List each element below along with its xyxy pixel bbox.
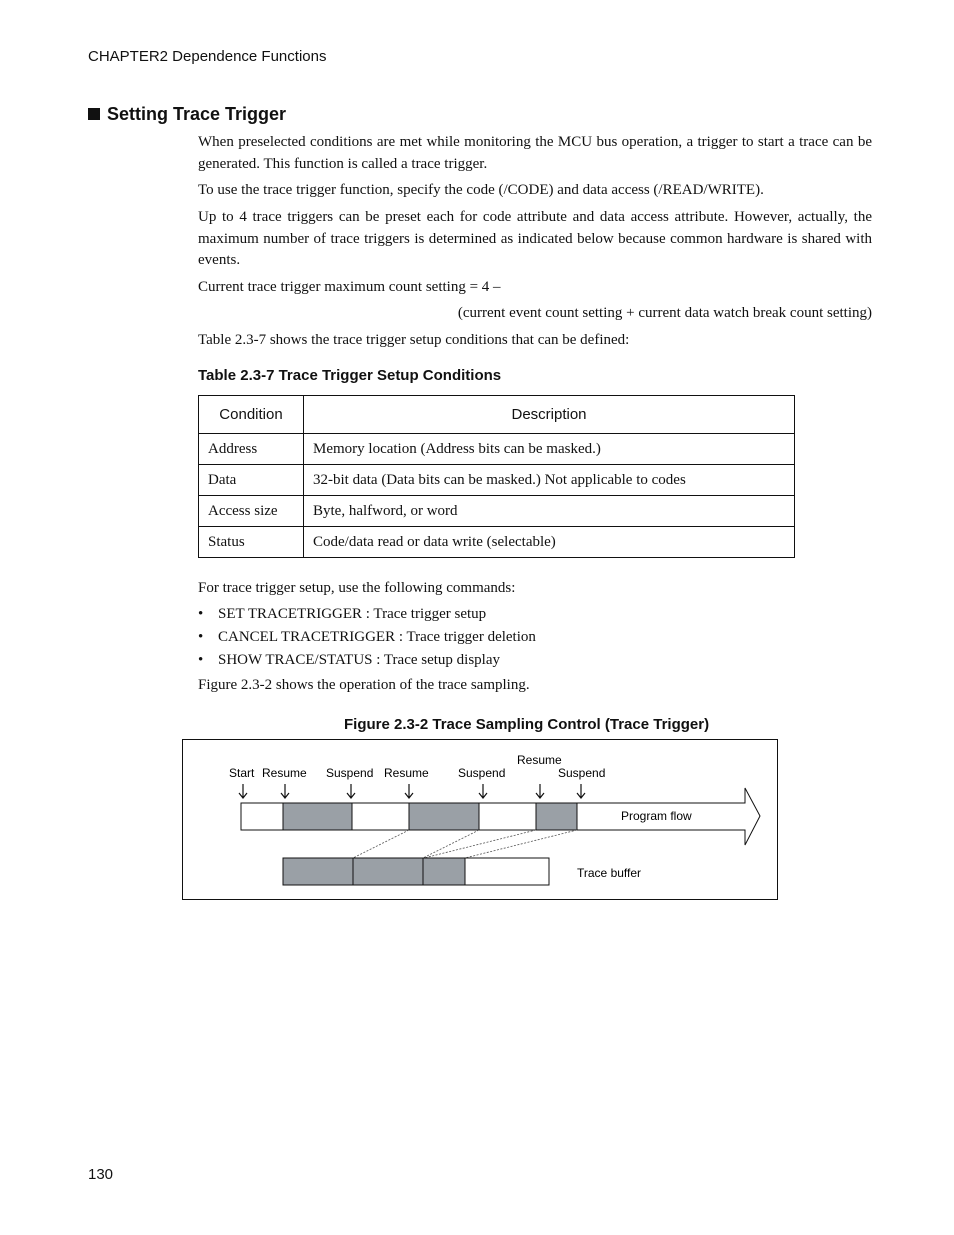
paragraph-table-ref: Table 2.3-7 shows the trace trigger setup conditions that can be defined: [198,332,630,348]
trace-buffer-segment [423,858,465,885]
paragraph-intro: When preselected conditions are met while monitoring the MCU bus operation, a trigger to start a trace can be generated. This function is called a trace trigger. [198,134,872,172]
list-item [198,650,536,673]
trace-buffer-segment [283,858,353,885]
bullet-icon: • [198,629,204,645]
label-resume-1: Resume [262,766,307,780]
program-flow-label: Program flow [621,809,692,823]
command-list [198,604,536,673]
header-condition: Condition [199,396,304,434]
table-row [199,527,795,558]
command-text: CANCEL TRACETRIGGER : Trace trigger deletion [218,629,536,645]
label-resume-3: Resume [517,753,562,767]
paragraph-commands-intro: For trace trigger setup, use the following commands: [198,580,516,596]
table-cell-condition: Address [199,434,304,465]
figure-caption: Figure 2.3-2 Trace Sampling Control (Trace Trigger) [344,716,710,733]
down-arrow-icon [347,784,355,798]
down-arrow-icon [405,784,413,798]
label-start: Start [229,766,255,780]
down-arrow-icon [281,784,289,798]
projection-line [465,830,577,858]
trace-buffer-segment [353,858,423,885]
label-suspend-1: Suspend [326,766,374,780]
section-title-text: Setting Trace Trigger [107,104,287,124]
bullet-icon: • [198,652,204,668]
table-cell-condition: Status [199,527,304,558]
projection-line [423,830,479,858]
chapter-header: CHAPTER2 Dependence Functions [88,48,327,65]
flow-segment-traced [536,803,577,830]
trace-sampling-figure [182,739,778,900]
down-arrow-icon [577,784,585,798]
list-item [198,627,536,650]
table-cell-condition: Access size [199,496,304,527]
list-item [198,604,536,627]
flow-segment-traced [409,803,479,830]
down-arrow-icon [479,784,487,798]
down-arrow-icon [536,784,544,798]
flow-segment-traced [283,803,352,830]
projection-line [424,830,536,858]
trace-buffer-label: Trace buffer [577,866,642,880]
table-cell-description: Memory location (Address bits can be masked.) [304,434,795,465]
label-suspend-3: Suspend [558,766,606,780]
square-bullet-icon [88,108,100,120]
command-text: SET TRACETRIGGER : Trace trigger setup [218,606,487,622]
table-header-row [199,396,795,434]
down-arrow-icon [239,784,247,798]
table-caption: Table 2.3-7 Trace Trigger Setup Conditions [198,367,502,384]
label-resume-2: Resume [384,766,429,780]
table-row [199,465,795,496]
projection-line [353,830,409,858]
section-title [88,104,286,125]
trace-buffer-empty [465,858,549,885]
formula-line: Current trace trigger maximum count setting = 4 – [198,279,501,295]
conditions-table [198,395,795,558]
table-cell-description: 32-bit data (Data bits can be masked.) Not applicable to codes [304,465,795,496]
command-text: SHOW TRACE/STATUS : Trace setup display [218,652,501,668]
table-cell-condition: Data [199,465,304,496]
page-number: 130 [88,1166,114,1183]
paragraph-usage: To use the trace trigger function, specify the code (/CODE) and data access (/READ/WRITE). [198,182,764,198]
table-cell-description: Code/data read or data write (selectable) [304,527,795,558]
table-cell-description: Byte, halfword, or word [304,496,795,527]
label-suspend-2: Suspend [458,766,506,780]
paragraph-figure-ref: Figure 2.3-2 shows the operation of the trace sampling. [198,677,530,693]
bullet-icon: • [198,606,204,622]
paragraph-limit: Up to 4 trace triggers can be preset each for code attribute and data access attribute. However, actually, the maximum number of trace triggers is determined as indicated below because common hardware is shared with events. [198,209,872,268]
table-row [199,496,795,527]
table-row [199,434,795,465]
formula-continuation: (current event count setting + current data watch break count setting) [457,305,872,321]
header-description: Description [304,396,795,434]
